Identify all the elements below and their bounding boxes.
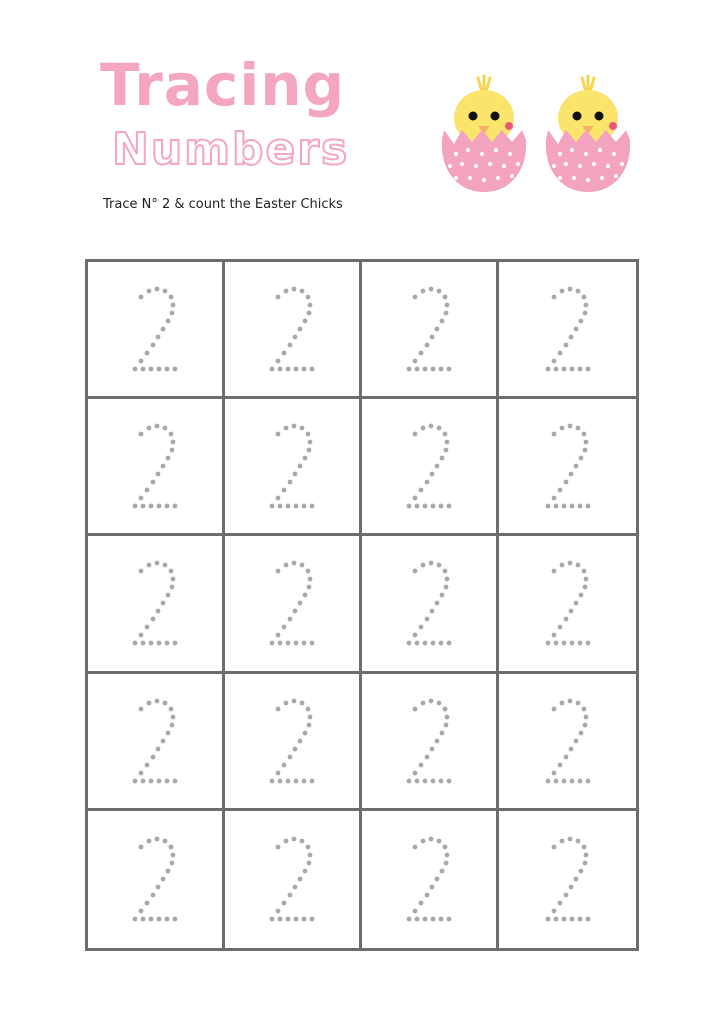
tracing-grid [85,259,639,951]
dotted-digit-icon [262,283,322,375]
trace-cell [225,399,362,536]
trace-cell [362,399,499,536]
dotted-digit-icon [538,557,598,649]
dotted-digit-icon [125,833,185,925]
trace-cell [88,674,225,811]
title-numbers: Numbers [112,124,350,175]
trace-cell [362,262,499,399]
dotted-digit-icon [125,283,185,375]
dotted-digit-icon [399,420,459,512]
trace-cell [88,399,225,536]
trace-cell [362,536,499,673]
trace-cell [499,674,636,811]
instructions-text: Trace N° 2 & count the Easter Chicks [103,197,343,212]
trace-cell [499,262,636,399]
chick-in-egg-icon [542,70,634,196]
trace-cell [499,399,636,536]
trace-cell [499,536,636,673]
title-tracing: Tracing [100,51,346,119]
trace-cell [362,674,499,811]
dotted-digit-icon [262,695,322,787]
dotted-digit-icon [538,420,598,512]
trace-cell [88,811,225,948]
trace-cell [88,536,225,673]
dotted-digit-icon [399,283,459,375]
trace-cell [499,811,636,948]
dotted-digit-icon [262,557,322,649]
chick-in-egg-icon [438,70,530,196]
dotted-digit-icon [262,833,322,925]
trace-cell [225,536,362,673]
trace-cell [225,674,362,811]
trace-cell [362,811,499,948]
dotted-digit-icon [125,420,185,512]
dotted-digit-icon [538,695,598,787]
dotted-digit-icon [399,695,459,787]
dotted-digit-icon [125,695,185,787]
dotted-digit-icon [262,420,322,512]
dotted-digit-icon [538,283,598,375]
trace-cell [88,262,225,399]
trace-cell [225,262,362,399]
dotted-digit-icon [399,557,459,649]
trace-cell [225,811,362,948]
dotted-digit-icon [125,557,185,649]
dotted-digit-icon [399,833,459,925]
dotted-digit-icon [538,833,598,925]
